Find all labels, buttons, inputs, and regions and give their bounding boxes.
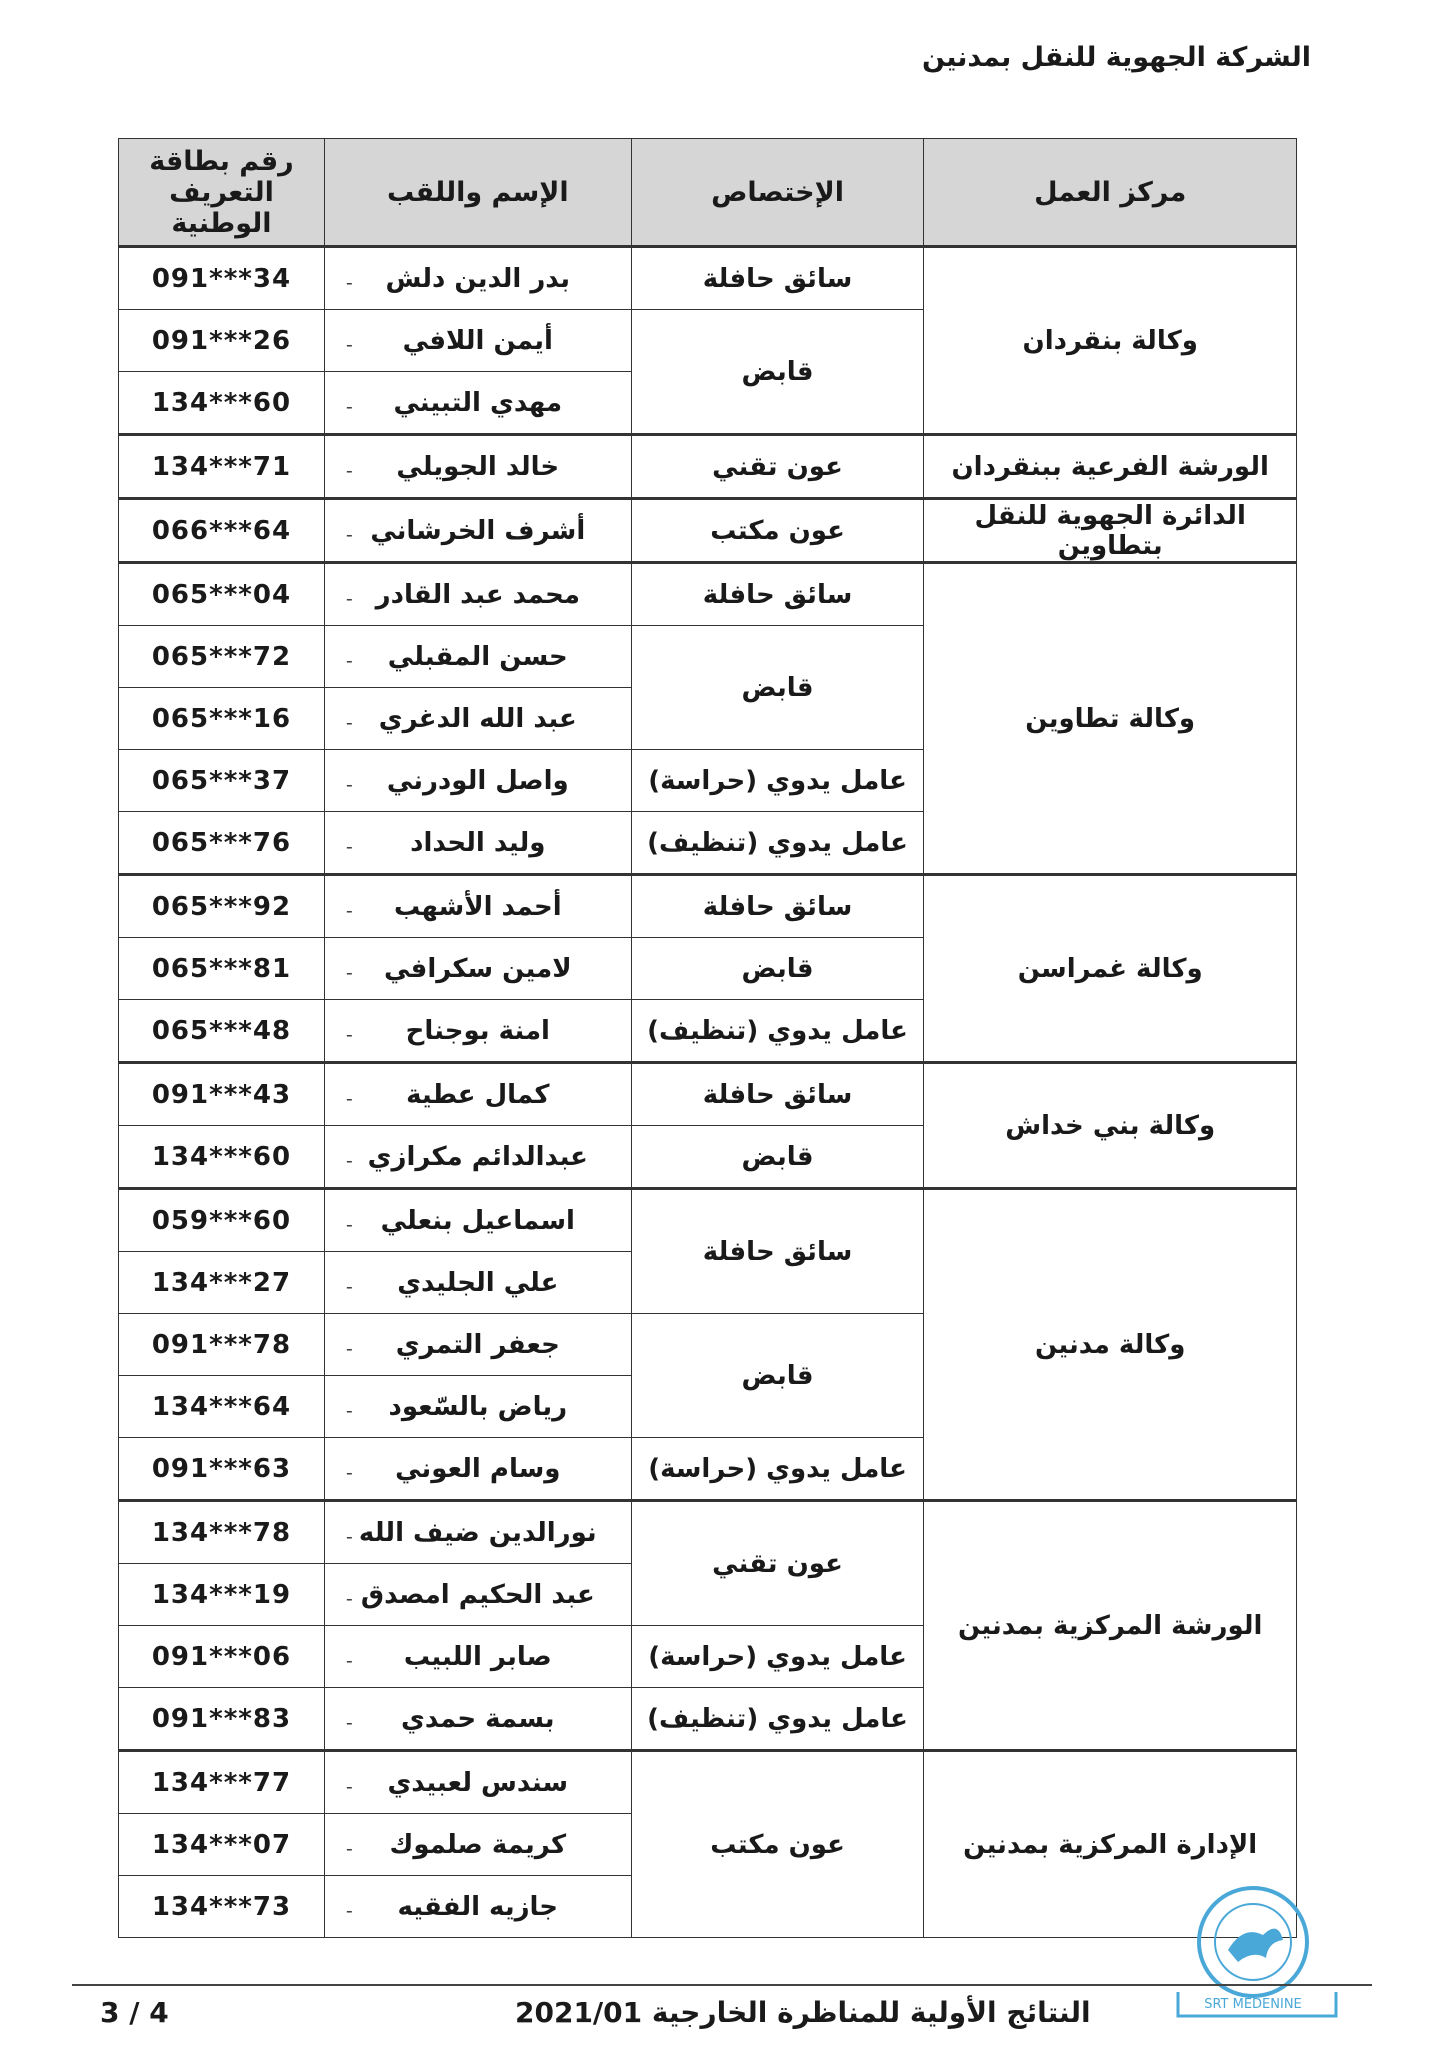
id-cell: 065***92: [119, 875, 325, 938]
name-cell: رياض بالسّعود ـ: [324, 1376, 631, 1438]
name-cell: عبدالدائم مكرازي ـ: [324, 1126, 631, 1189]
id-cell: 065***76: [119, 812, 325, 875]
specialty-cell: سائق حافلة: [631, 563, 924, 626]
name-cell: بسمة حمدي ـ: [324, 1688, 631, 1751]
specialty-cell: عامل يدوي (تنظيف): [631, 1688, 924, 1751]
name-cell: عبد الحكيم امصدق ـ: [324, 1564, 631, 1626]
specialty-cell: قابض: [631, 310, 924, 435]
name-cell: خالد الجويلي ـ: [324, 435, 631, 499]
dash-mark: ـ: [346, 1211, 352, 1230]
name-cell: وليد الحداد ـ: [324, 812, 631, 875]
footer-divider: [72, 1984, 1372, 1986]
name-cell: مهدي التبيني ـ: [324, 372, 631, 435]
dash-mark: ـ: [346, 709, 352, 728]
dash-mark: ـ: [346, 647, 352, 666]
table-header-row: [119, 139, 1297, 247]
dash-mark: ـ: [346, 457, 352, 476]
name-cell: حسن المقبلي ـ: [324, 626, 631, 688]
id-cell: 091***26: [119, 310, 325, 372]
table-row: [119, 1751, 1297, 1814]
id-cell: 091***83: [119, 1688, 325, 1751]
center-cell: الدائرة الجهوية للنقل بتطاوين: [924, 499, 1297, 563]
results-table: [118, 138, 1297, 1938]
id-cell: 065***04: [119, 563, 325, 626]
specialty-cell: سائق حافلة: [631, 247, 924, 310]
id-cell: 134***27: [119, 1252, 325, 1314]
center-cell: الإدارة المركزية بمدنين: [924, 1751, 1297, 1938]
dash-mark: ـ: [346, 1897, 352, 1916]
dash-mark: ـ: [346, 833, 352, 852]
name-cell: جازيه الفقيه ـ: [324, 1876, 631, 1938]
id-cell: 065***37: [119, 750, 325, 812]
dash-mark: ـ: [346, 585, 352, 604]
name-cell: صابر اللبيب ـ: [324, 1626, 631, 1688]
dash-mark: ـ: [346, 1085, 352, 1104]
company-header: الشركة الجهوية للنقل بمدنين: [921, 42, 1311, 73]
specialty-cell: عون تقني: [631, 435, 924, 499]
id-cell: 065***81: [119, 938, 325, 1000]
id-cell: 091***06: [119, 1626, 325, 1688]
name-cell: سندس لعبيدي ـ: [324, 1751, 631, 1814]
dash-mark: ـ: [346, 959, 352, 978]
id-cell: 059***60: [119, 1189, 325, 1252]
dash-mark: ـ: [346, 521, 352, 540]
name-cell: وسام العوني ـ: [324, 1438, 631, 1501]
specialty-cell: عون مكتب: [631, 1751, 924, 1938]
center-cell: الورشة المركزية بمدنين: [924, 1501, 1297, 1751]
name-cell: اسماعيل بنعلي ـ: [324, 1189, 631, 1252]
specialty-cell: عامل يدوي (حراسة): [631, 750, 924, 812]
table-row: [119, 875, 1297, 938]
table-row: [119, 563, 1297, 626]
specialty-cell: سائق حافلة: [631, 875, 924, 938]
name-cell: أشرف الخرشاني ـ: [324, 499, 631, 563]
table-row: [119, 499, 1297, 563]
specialty-cell: سائق حافلة: [631, 1063, 924, 1126]
dash-mark: ـ: [346, 331, 352, 350]
id-cell: 091***43: [119, 1063, 325, 1126]
table-row: [119, 1501, 1297, 1564]
dash-mark: ـ: [346, 1459, 352, 1478]
dash-mark: ـ: [346, 1773, 352, 1792]
specialty-cell: عامل يدوي (حراسة): [631, 1438, 924, 1501]
specialty-cell: قابض: [631, 1314, 924, 1438]
center-cell: وكالة تطاوين: [924, 563, 1297, 875]
dash-mark: ـ: [346, 1523, 352, 1542]
dash-mark: ـ: [346, 393, 352, 412]
page-number: 3 / 4: [100, 1996, 169, 2029]
id-cell: 134***19: [119, 1564, 325, 1626]
name-cell: محمد عبد القادر ـ: [324, 563, 631, 626]
dash-mark: ـ: [346, 1335, 352, 1354]
center-cell: وكالة بنقردان: [924, 247, 1297, 435]
id-cell: 134***71: [119, 435, 325, 499]
id-cell: 134***73: [119, 1876, 325, 1938]
dash-mark: ـ: [346, 1397, 352, 1416]
specialty-cell: عامل يدوي (تنظيف): [631, 812, 924, 875]
center-cell: وكالة بني خداش: [924, 1063, 1297, 1189]
id-cell: 134***77: [119, 1751, 325, 1814]
name-cell: عبد الله الدغري ـ: [324, 688, 631, 750]
id-cell: 134***78: [119, 1501, 325, 1564]
name-cell: امنة بوجناح ـ: [324, 1000, 631, 1063]
name-cell: واصل الودرني ـ: [324, 750, 631, 812]
id-cell: 091***34: [119, 247, 325, 310]
id-cell: 134***60: [119, 372, 325, 435]
dash-mark: ـ: [346, 1835, 352, 1854]
dash-mark: ـ: [346, 1147, 352, 1166]
table-row: [119, 247, 1297, 310]
dash-mark: ـ: [346, 1585, 352, 1604]
specialty-cell: قابض: [631, 626, 924, 750]
specialty-cell: قابض: [631, 938, 924, 1000]
name-cell: لامين سكرافي ـ: [324, 938, 631, 1000]
id-cell: 134***07: [119, 1814, 325, 1876]
center-cell: وكالة مدنين: [924, 1189, 1297, 1501]
dash-mark: ـ: [346, 269, 352, 288]
name-cell: علي الجليدي ـ: [324, 1252, 631, 1314]
dash-mark: ـ: [346, 771, 352, 790]
id-cell: 091***63: [119, 1438, 325, 1501]
id-cell: 134***64: [119, 1376, 325, 1438]
specialty-cell: قابض: [631, 1126, 924, 1189]
header-specialty: الإختصاص: [631, 139, 924, 247]
specialty-cell: سائق حافلة: [631, 1189, 924, 1314]
specialty-cell: عامل يدوي (حراسة): [631, 1626, 924, 1688]
table-row: [119, 435, 1297, 499]
table-row: [119, 1189, 1297, 1252]
header-name: الإسم واللقب: [324, 139, 631, 247]
footer-title: النتائج الأولية للمناظرة الخارجية 2021/01: [515, 1996, 1091, 2029]
dash-mark: ـ: [346, 1709, 352, 1728]
name-cell: بدر الدين دلش ـ: [324, 247, 631, 310]
name-cell: نورالدين ضيف الله ـ: [324, 1501, 631, 1564]
center-cell: وكالة غمراسن: [924, 875, 1297, 1063]
stamp-text: SRT MEDENINE: [1204, 1997, 1302, 2012]
id-cell: 134***60: [119, 1126, 325, 1189]
id-cell: 091***78: [119, 1314, 325, 1376]
table-row: [119, 1063, 1297, 1126]
name-cell: أحمد الأشهب ـ: [324, 875, 631, 938]
company-stamp-icon: [1158, 1880, 1348, 2020]
dash-mark: ـ: [346, 1021, 352, 1040]
id-cell: 065***72: [119, 626, 325, 688]
center-cell: الورشة الفرعية ببنقردان: [924, 435, 1297, 499]
specialty-cell: عون تقني: [631, 1501, 924, 1626]
dash-mark: ـ: [346, 1647, 352, 1666]
name-cell: كريمة صلموك ـ: [324, 1814, 631, 1876]
name-cell: جعفر التمري ـ: [324, 1314, 631, 1376]
header-id: رقم بطاقة التعريف الوطنية: [119, 139, 325, 247]
header-center: مركز العمل: [924, 139, 1297, 247]
name-cell: أيمن اللافي ـ: [324, 310, 631, 372]
id-cell: 065***48: [119, 1000, 325, 1063]
dash-mark: ـ: [346, 897, 352, 916]
id-cell: 065***16: [119, 688, 325, 750]
specialty-cell: عون مكتب: [631, 499, 924, 563]
specialty-cell: عامل يدوي (تنظيف): [631, 1000, 924, 1063]
dash-mark: ـ: [346, 1273, 352, 1292]
name-cell: كمال عطية ـ: [324, 1063, 631, 1126]
id-cell: 066***64: [119, 499, 325, 563]
